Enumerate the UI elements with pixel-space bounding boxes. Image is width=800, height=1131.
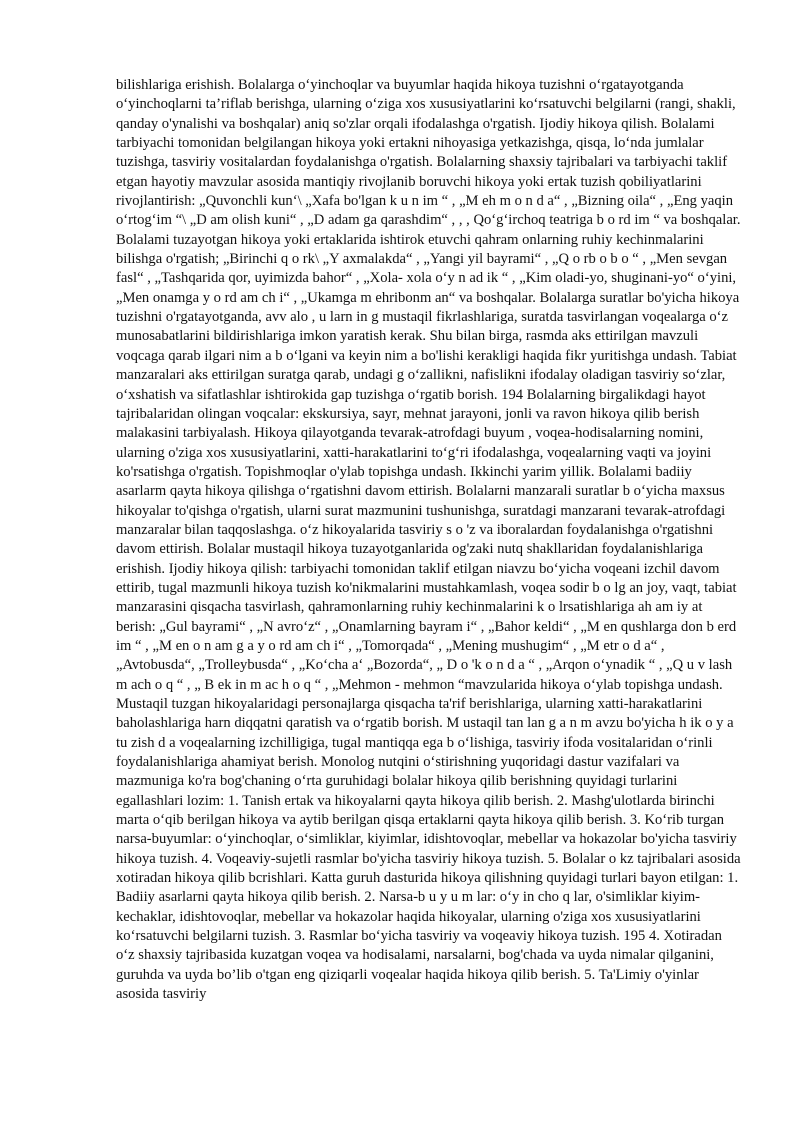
body-paragraph: bilishlariga erishish. Bolalarga oʻyinchoqlar va buyumlar haqida hikoya tuzishni oʻrgatayotganda oʻyinchoqlarni ta’riflab berishga, ularning oʻziga xos xususiyatlarini koʻrsatuvchi belgilarni (rangi, shakli, qanday o'ynalishi va boshqalar) aniq so'zlar orqali ifodalashga o'rgatish. Ijodiy hikoya qilish. Bolalami tarbiyachi tomonidan belgilangan hikoya yoki ertakni nihoyasiga yetkazishga, qisqa, loʻnda jumlalar tuzishga, tasviriy vositalardan foydalanishga o'rgatish. Bolalarning shaxsiy tajribalari va tarbiyachi taklif etgan hayotiy mavzular asosida mantiqiy rivojlanib boruvchi hikoya yoki ertak tuzish qobiliyatlarini rivojlantirish: „Quvonchli kun‘\ „Xafa bo'lgan k u n im “ , „M eh m o n d a“ , „Bizning oila“ , „Eng yaqin oʻrtogʻim “\ „D am olish kuni“ , „D adam ga qarashdim“ , , , Qoʻgʻirchoq teatriga b o rd im “ va boshqalar. Bolalami tuzayotgan hikoya yoki ertaklarida ishtirok etuvchi qahram onlarning ruhiy kechinmalarini bilishga o'rgatish; „Birinchi q o rk\ „Y axmalakda“ , „Yangi yil bayrami“ , „Q o rb o b o “ , „Men sevgan fasl“ , „Tashqarida qor, uyimizda bahor“ , „Xola- xola oʻy n ad ik “ , „Kim oladi-yo, shuginani-yo“ oʻyini, „Men onamga y o rd am ch i“ , „Ukamga m ehribonm an“ va boshqalar. Bolalarga suratlar bo'yicha hikoya tuzishni o'rgatayotganda, avv alo , u larn in g mustaqil fikrlashlariga, suratda tasvirlangan voqealarga oʻz munosabatlarini bildirishlariga imkon yaratish kerak. Shu bilan birga, rasmda aks ettirilgan mavzuli voqcaga qarab ilgari nim a b oʻlgani va keyin nim a bo'lishi kerakligi haqida fikr yuritishga undash. Tabiat manzaralari aks ettirilgan suratga qarab, undagi g oʻzallikni, nafislikni ifodalay oladigan tasviriy soʻzlar, oʻxshatish va sifatlashlar ishtirokida gap tuzishga oʻrgatib borish. 194 Bolalarning birgalikdagi hayot tajribalaridan olingan voqcalar: ekskursiya, sayr, mehnat jarayoni, jonli va ravon hikoya qilib berish malakasini tarbiyalash. Hikoya qilayotganda tevarak-atrofdagi buyum , voqea-hodisalarning nomini, ularning o'ziga xos xususiyatlarini, xatti-harakatlarini toʻgʻri ifodalashga, voqealarning vaqti va joyini ko'rsatishga o'rgatish. Topishmoqlar o'ylab topishga undash. Ikkinchi yarim yillik. Bolalami badiiy asarlarm qayta hikoya qilishga oʻrgatishni davom ettirish. Bolalarni manzarali suratlar b oʻyicha maxsus hikoyalar to'qishga o'rgatish, ularni surat mazmunini tushunishga, suratdagi manzarani tevarak-atrofdagi manzaralar bilan taqqoslashga. oʻz hikoyalarida tasviriy s o 'z va iboralardan foydalanishga o'rgatishni davom ettirish. Bolalar mustaqil hikoya tuzayotganlarida og'zaki nutq shakllaridan foydalanishlariga erishish. Ijodiy hikoya qilish: tarbiyachi tomonidan taklif etilgan niavzu boʻyicha voqeani izchil davom ettirib, tugal mazmunli hikoya tuzish ko'nikmalarini mustahkamlash, voqea sodir b o lg an joy, vaqt, tabiat manzarasini qisqacha tasvirlash, qahramonlarning ruhiy kechinmalarini k o lrsatishlariga ah am iy at berish: „Gul bayrami“ , „N avroʻz“ , „Onamlarning bayram i“ , „Bahor keldi“ , „M en qushlarga don b erd im “ , „M en o n am g a y o rd am ch i“ , „Tomorqada“ , „Mening mushugim“ , „M etr o d a“ , „Avtobusda“, „Trolleybusda“ , „Koʻcha a‘ „Bozorda“, „ D o 'k o n d a “ , „Arqon oʻynadik “ , „Q u v lash m ach o q “ , „ B ek in m ac h o q “ , „Mehmon - mehmon “mavzularida hikoya oʻylab topishga undash. Mustaqil tuzgan hikoyalaridagi personajlarga qisqacha ta'rif berishlariga, ularning xatti-harakatlarini baholashlariga harn diqqatni qaratish va oʻrgatib borish. M ustaqil tan lan g a n m avzu bo'yicha h ik o y a tu zish d a voqealarning izchilligiga, tugal mantiqqa ega b oʻlishiga, tasviriy ifoda vositalaridan oʻrinli foydalanishlariga ahamiyat berish. Monolog nutqini oʻstirishning yuqoridagi dastur vazifalari va mazmuniga ko'ra bog'chaning oʻrta guruhidagi bolalar hikoya qilib berishning quyidagi turlarini egallashlari lozim: 1. Tanish ertak va hikoyalarni qayta hikoya qilib berish. 2. Mashg'ulotlarda birinchi marta oʻqib berilgan hikoya va aytib berilgan qisqa ertaklarni qayta hikoya qilib berish. 3. Koʻrib turgan narsa-buyumlar: oʻyinchoqlar, oʻsimliklar, kiyimlar, idishtovoqlar, mebellar va hokazolar bo'yicha tasviriy hikoya tuzish. 4. Voqeaviy-sujetli rasmlar bo'yicha tasviriy hikoya tuzish. 5. Bolalar o kz tajribalari asosida xotiradan hikoya qilib bcrishlari. Katta guruh dasturida hikoya qilishning quyidagi turlari bayon etilgan: 1. Badiiy asarlarni qayta hikoya qilib berish. 2. Narsa-b u y u m lar: oʻy in cho q lar, o'simliklar kiyim- kechaklar, idishtovoqlar, mebellar va hokazolar haqida hikoyalar, ularning o'ziga xos xususiyatlarini koʻrsatuvchi belgilarni tuzish. 3. Rasmlar boʻyicha tasviriy va voqeaviy hikoya tuzish. 195 4. Xotiradan oʻz shaxsiy tajribasida kuzatgan voqea va hodisalami, narsalarni, bog'chada va uyda nimalar qilganini, guruhda va uyda bo’lib o'tgan eng qiziqarli voqealar haqida hikoya qilib berish. 5. Ta'Limiy o'yinlar asosida tasviriy [116, 77, 741, 1003]
document-page [116, 76, 744, 1005]
